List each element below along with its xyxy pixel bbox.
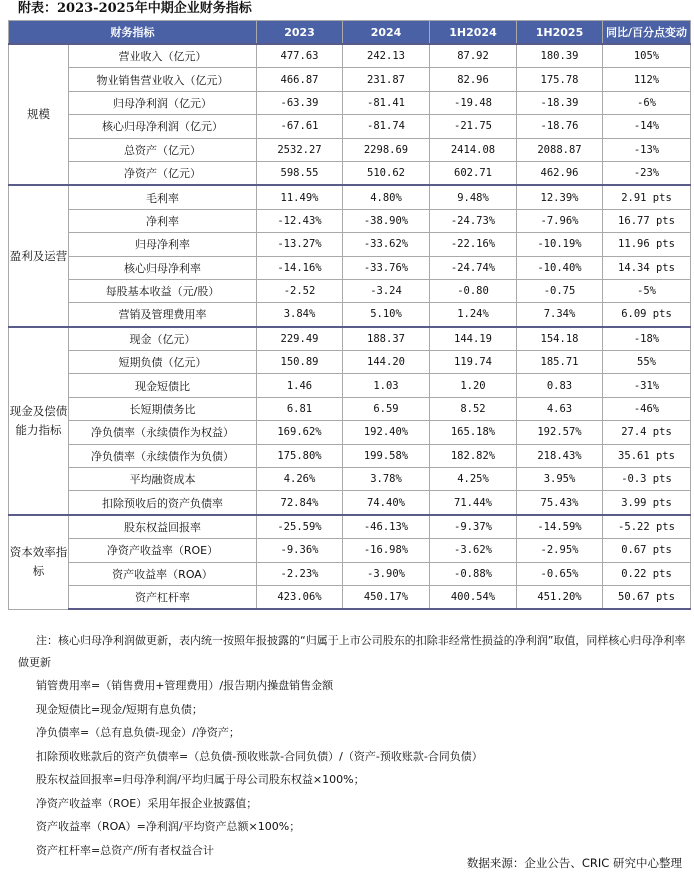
value-cell: -16.98% <box>343 539 430 562</box>
value-cell: 0.67 pts <box>603 539 691 562</box>
value-cell: -22.16% <box>430 233 517 256</box>
value-cell: 74.40% <box>343 491 430 515</box>
value-cell: 6.09 pts <box>603 303 691 327</box>
table-row <box>9 444 691 467</box>
table-header-row <box>9 21 691 45</box>
value-cell: 112% <box>603 68 691 91</box>
value-cell: 3.99 pts <box>603 491 691 515</box>
header-2023: 2023 <box>257 21 343 45</box>
value-cell: 27.4 pts <box>603 421 691 444</box>
value-cell: 72.84% <box>257 491 343 515</box>
value-cell: -9.36% <box>257 539 343 562</box>
value-cell: 12.39% <box>517 185 603 209</box>
value-cell: -18.76 <box>517 115 603 138</box>
value-cell: -33.76% <box>343 256 430 279</box>
value-cell: 2532.27 <box>257 138 343 161</box>
value-cell: 180.39 <box>517 44 603 68</box>
value-cell: 1.24% <box>430 303 517 327</box>
group-label-cash-solvency: 现金及偿债能力指标 <box>9 327 69 515</box>
table-row <box>9 68 691 91</box>
value-cell: -0.3 pts <box>603 468 691 491</box>
definition-item: 净负债率=（总有息负债-现金）/净资产； <box>36 726 240 739</box>
notes-section <box>18 630 688 862</box>
indicator-label: 每股基本收益（元/股） <box>69 279 257 302</box>
value-cell: 14.34 pts <box>603 256 691 279</box>
value-cell: 9.48% <box>430 185 517 209</box>
value-cell: 16.77 pts <box>603 209 691 232</box>
indicator-label: 净资产（亿元） <box>69 161 257 185</box>
value-cell: 2414.08 <box>430 138 517 161</box>
value-cell: 8.52 <box>430 397 517 420</box>
table-row <box>9 138 691 161</box>
table-row <box>9 256 691 279</box>
value-cell: 165.18% <box>430 421 517 444</box>
value-cell: 400.54% <box>430 585 517 609</box>
header-1h2025: 1H2025 <box>517 21 603 45</box>
value-cell: 188.37 <box>343 327 430 351</box>
value-cell: -3.90% <box>343 562 430 585</box>
indicator-label: 物业销售营业收入（亿元） <box>69 68 257 91</box>
value-cell: -31% <box>603 374 691 397</box>
value-cell: -6% <box>603 91 691 114</box>
table-row <box>9 351 691 374</box>
value-cell: -24.74% <box>430 256 517 279</box>
table-row <box>9 374 691 397</box>
definition-item: 现金短债比=现金/短期有息负债； <box>36 702 203 716</box>
indicator-label: 净负债率（永续债作为负债） <box>69 444 257 467</box>
indicator-label: 净利率 <box>69 209 257 232</box>
value-cell: 510.62 <box>343 161 430 185</box>
value-cell: -14.16% <box>257 256 343 279</box>
indicator-label: 总资产（亿元） <box>69 138 257 161</box>
definition-item: 净资产收益率（ROE）采用年报企业披露值； <box>36 796 258 810</box>
value-cell: 2088.87 <box>517 138 603 161</box>
group-label-capital-efficiency: 资本效率指标 <box>9 515 69 610</box>
value-cell: -0.88% <box>430 562 517 585</box>
value-cell: -63.39 <box>257 91 343 114</box>
definition-list <box>18 674 688 862</box>
indicator-label: 资产收益率（ROA） <box>69 562 257 585</box>
value-cell: -2.52 <box>257 279 343 302</box>
indicator-label: 毛利率 <box>69 185 257 209</box>
table-row <box>9 585 691 609</box>
table-row <box>9 115 691 138</box>
indicator-label: 归母净利率 <box>69 233 257 256</box>
value-cell: 5.10% <box>343 303 430 327</box>
value-cell: 1.03 <box>343 374 430 397</box>
value-cell: -10.19% <box>517 233 603 256</box>
indicator-label: 短期负债（亿元） <box>69 351 257 374</box>
value-cell: -18% <box>603 327 691 351</box>
table-row <box>9 185 691 209</box>
value-cell: 75.43% <box>517 491 603 515</box>
value-cell: -2.95% <box>517 539 603 562</box>
indicator-label: 净负债率（永续债作为权益） <box>69 421 257 444</box>
value-cell: 71.44% <box>430 491 517 515</box>
indicator-label: 股东权益回报率 <box>69 515 257 539</box>
table-row <box>9 161 691 185</box>
value-cell: 11.96 pts <box>603 233 691 256</box>
group-label-scale: 规模 <box>9 44 69 185</box>
definition-item: 资产杠杆率=总资产/所有者权益合计 <box>36 843 214 857</box>
table-row <box>9 515 691 539</box>
value-cell: -19.48 <box>430 91 517 114</box>
table-row <box>9 421 691 444</box>
value-cell: 4.25% <box>430 468 517 491</box>
value-cell: 175.78 <box>517 68 603 91</box>
value-cell: 602.71 <box>430 161 517 185</box>
value-cell: 144.19 <box>430 327 517 351</box>
value-cell: 3.84% <box>257 303 343 327</box>
value-cell: -46.13% <box>343 515 430 539</box>
value-cell: 169.62% <box>257 421 343 444</box>
group-label-profitability: 盈利及运营 <box>9 185 69 326</box>
indicator-label: 现金（亿元） <box>69 327 257 351</box>
value-cell: 2.91 pts <box>603 185 691 209</box>
value-cell: 4.80% <box>343 185 430 209</box>
value-cell: 35.61 pts <box>603 444 691 467</box>
value-cell: -24.73% <box>430 209 517 232</box>
table-row <box>9 209 691 232</box>
value-cell: 3.95% <box>517 468 603 491</box>
indicator-label: 营销及管理费用率 <box>69 303 257 327</box>
table-row <box>9 539 691 562</box>
value-cell: 2298.69 <box>343 138 430 161</box>
value-cell: -38.90% <box>343 209 430 232</box>
table-row <box>9 468 691 491</box>
table-row <box>9 327 691 351</box>
table-row <box>9 562 691 585</box>
value-cell: -13% <box>603 138 691 161</box>
financial-indicator-table <box>8 20 691 610</box>
value-cell: 218.43% <box>517 444 603 467</box>
header-1h2024: 1H2024 <box>430 21 517 45</box>
value-cell: 182.82% <box>430 444 517 467</box>
value-cell: 0.83 <box>517 374 603 397</box>
value-cell: 477.63 <box>257 44 343 68</box>
value-cell: 144.20 <box>343 351 430 374</box>
value-cell: 451.20% <box>517 585 603 609</box>
value-cell: -18.39 <box>517 91 603 114</box>
value-cell: -21.75 <box>430 115 517 138</box>
indicator-label: 长短期债务比 <box>69 397 257 420</box>
value-cell: 55% <box>603 351 691 374</box>
value-cell: 199.58% <box>343 444 430 467</box>
value-cell: -46% <box>603 397 691 420</box>
indicator-label: 核心归母净利率 <box>69 256 257 279</box>
value-cell: 242.13 <box>343 44 430 68</box>
value-cell: -13.27% <box>257 233 343 256</box>
indicator-label: 现金短债比 <box>69 374 257 397</box>
value-cell: 105% <box>603 44 691 68</box>
definition-item: 资产收益率（ROA）=净利润/平均资产总额×100%； <box>36 820 301 833</box>
value-cell: -3.62% <box>430 539 517 562</box>
note-text: 注：核心归母净利润做更新，表内统一按照年报披露的“归属于上市公司股东的扣除非经常性损益的净利润”取值，同样核心归母净利率做更新 <box>18 634 686 669</box>
value-cell: -14.59% <box>517 515 603 539</box>
value-cell: -0.65% <box>517 562 603 585</box>
indicator-label: 净资产收益率（ROE） <box>69 539 257 562</box>
value-cell: -0.80 <box>430 279 517 302</box>
value-cell: -5% <box>603 279 691 302</box>
value-cell: 231.87 <box>343 68 430 91</box>
value-cell: 50.67 pts <box>603 585 691 609</box>
value-cell: -14% <box>603 115 691 138</box>
value-cell: 450.17% <box>343 585 430 609</box>
table-row <box>9 91 691 114</box>
value-cell: 150.89 <box>257 351 343 374</box>
value-cell: -67.61 <box>257 115 343 138</box>
indicator-label: 营业收入（亿元） <box>69 44 257 68</box>
table-row <box>9 44 691 68</box>
value-cell: -9.37% <box>430 515 517 539</box>
indicator-label: 资产杠杆率 <box>69 585 257 609</box>
definition-item: 销管费用率=（销售费用+管理费用）/报告期内操盘销售金额 <box>36 679 334 692</box>
value-cell: -12.43% <box>257 209 343 232</box>
value-cell: 82.96 <box>430 68 517 91</box>
table-row <box>9 233 691 256</box>
header-indicator: 财务指标 <box>9 21 257 45</box>
indicator-label: 核心归母净利润（亿元） <box>69 115 257 138</box>
table-row <box>9 491 691 515</box>
value-cell: -10.40% <box>517 256 603 279</box>
header-2024: 2024 <box>343 21 430 45</box>
value-cell: 192.57% <box>517 421 603 444</box>
value-cell: 6.81 <box>257 397 343 420</box>
value-cell: 423.06% <box>257 585 343 609</box>
value-cell: -5.22 pts <box>603 515 691 539</box>
table-row <box>9 397 691 420</box>
value-cell: 466.87 <box>257 68 343 91</box>
value-cell: 7.34% <box>517 303 603 327</box>
value-cell: 192.40% <box>343 421 430 444</box>
value-cell: -23% <box>603 161 691 185</box>
value-cell: 462.96 <box>517 161 603 185</box>
value-cell: 3.78% <box>343 468 430 491</box>
definition-item: 扣除预收账款后的资产负债率=（总负债-预收账款-合同负债）/（资产-预收账款-合同负债） <box>36 749 483 763</box>
indicator-label: 归母净利润（亿元） <box>69 91 257 114</box>
value-cell: 229.49 <box>257 327 343 351</box>
value-cell: 119.74 <box>430 351 517 374</box>
value-cell: 87.92 <box>430 44 517 68</box>
value-cell: -25.59% <box>257 515 343 539</box>
value-cell: 1.46 <box>257 374 343 397</box>
value-cell: 185.71 <box>517 351 603 374</box>
value-cell: -3.24 <box>343 279 430 302</box>
value-cell: 1.20 <box>430 374 517 397</box>
value-cell: -33.62% <box>343 233 430 256</box>
header-change: 同比/百分点变动 <box>603 21 691 45</box>
value-cell: -81.74 <box>343 115 430 138</box>
value-cell: 4.26% <box>257 468 343 491</box>
table-row <box>9 303 691 327</box>
value-cell: 11.49% <box>257 185 343 209</box>
value-cell: 6.59 <box>343 397 430 420</box>
value-cell: 0.22 pts <box>603 562 691 585</box>
value-cell: -2.23% <box>257 562 343 585</box>
value-cell: -81.41 <box>343 91 430 114</box>
value-cell: 598.55 <box>257 161 343 185</box>
value-cell: 154.18 <box>517 327 603 351</box>
value-cell: 4.63 <box>517 397 603 420</box>
page-title: 附表：2023-2025年中期企业财务指标 <box>18 1 252 16</box>
value-cell: 175.80% <box>257 444 343 467</box>
data-source: 数据来源：企业公告、CRIC 研究中心整理 <box>466 856 682 870</box>
table-row <box>9 279 691 302</box>
value-cell: -7.96% <box>517 209 603 232</box>
indicator-label: 扣除预收后的资产负债率 <box>69 491 257 515</box>
indicator-label: 平均融资成本 <box>69 468 257 491</box>
value-cell: -0.75 <box>517 279 603 302</box>
definition-item: 股东权益回报率=归母净利润/平均归属于母公司股东权益×100%； <box>36 773 365 786</box>
